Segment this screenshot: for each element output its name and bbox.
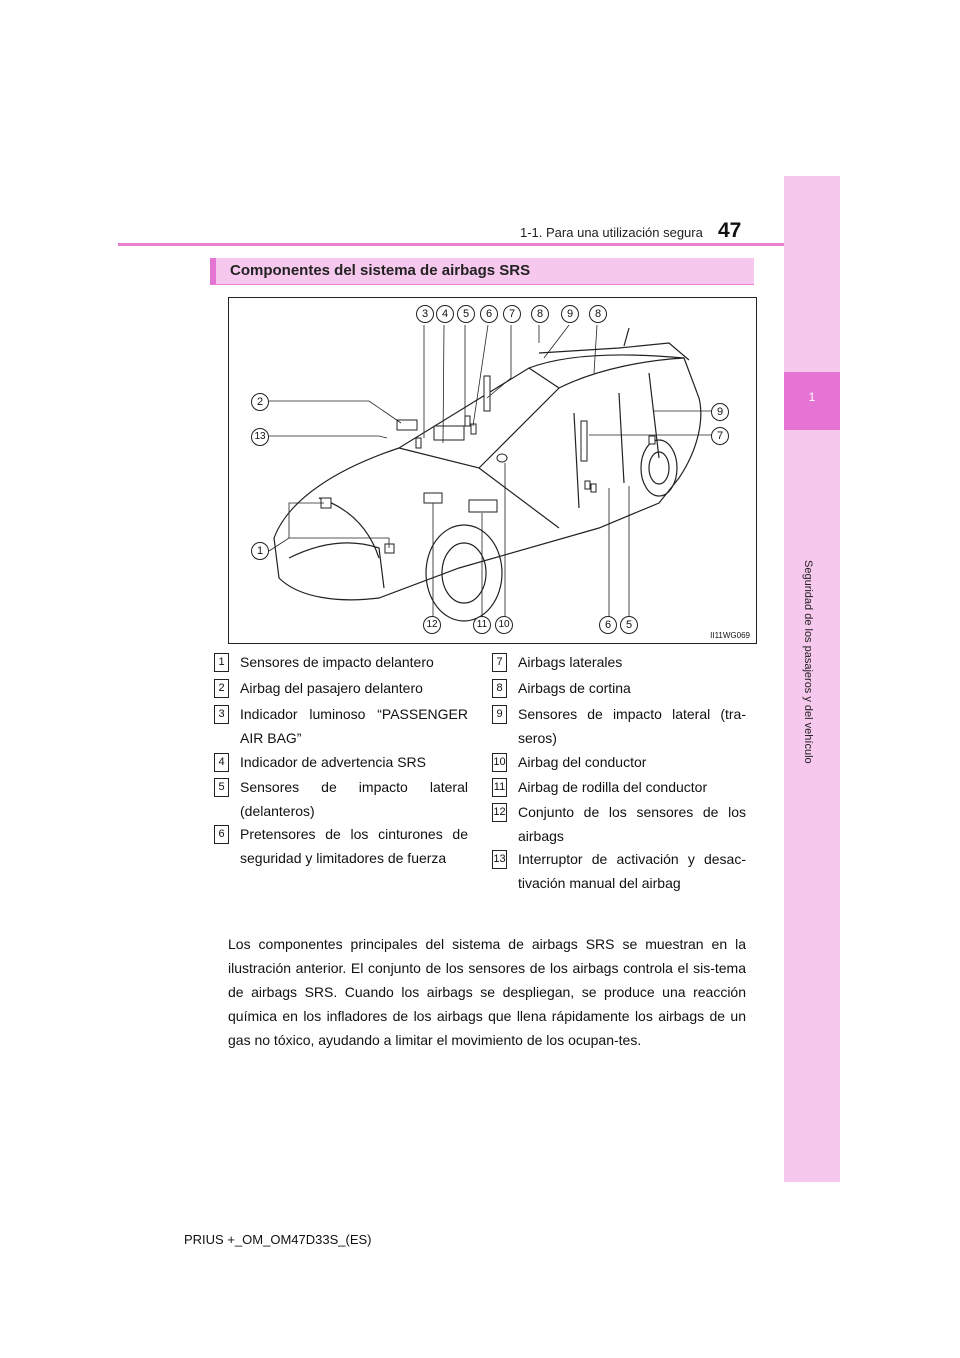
legend-item <box>492 847 752 895</box>
callout-5b: 5 <box>620 616 638 634</box>
legend-number: 2 <box>214 679 229 698</box>
figure-code: II11WG069 <box>710 631 750 640</box>
callout-12: 12 <box>423 616 441 634</box>
legend-item <box>214 775 474 823</box>
side-tab-chapter-number: 1 <box>808 390 816 404</box>
callout-13: 13 <box>251 428 269 446</box>
callout-2: 2 <box>251 393 269 411</box>
legend-item <box>492 775 752 799</box>
callout-5: 5 <box>457 305 475 323</box>
callout-9b: 9 <box>711 403 729 421</box>
legend-text: Airbag del pasajero delantero <box>240 680 423 696</box>
legend-number: 6 <box>214 825 229 844</box>
page-number: 47 <box>718 219 742 242</box>
car-illustration <box>229 298 756 643</box>
callout-3: 3 <box>416 305 434 323</box>
header-rule <box>118 243 784 246</box>
legend-number: 7 <box>492 653 507 672</box>
legend-number: 5 <box>214 778 229 797</box>
callout-4: 4 <box>436 305 454 323</box>
legend-text: Airbag del conductor <box>518 754 647 770</box>
legend-item <box>214 676 474 700</box>
legend-item <box>214 650 474 674</box>
legend-item <box>492 750 752 774</box>
legend-number: 8 <box>492 679 507 698</box>
legend-text: Conjunto de los sensores de los airbags <box>518 804 746 844</box>
callout-1: 1 <box>251 542 269 560</box>
legend-number: 10 <box>492 753 507 772</box>
legend-number: 9 <box>492 705 507 724</box>
legend-text: Indicador luminoso “PASSENGER AIR BAG” <box>240 706 468 746</box>
callout-10: 10 <box>495 616 513 634</box>
running-head: 1-1. Para una utilización segura <box>520 225 703 240</box>
legend-text: Airbag de rodilla del conductor <box>518 779 708 795</box>
callout-6: 6 <box>480 305 498 323</box>
callout-7b: 7 <box>711 427 729 445</box>
callout-8b: 8 <box>589 305 607 323</box>
legend-text: Indicador de advertencia SRS <box>240 754 426 770</box>
legend-text: Sensores de impacto lateral (tra-seros) <box>518 706 746 746</box>
legend-number: 3 <box>214 705 229 724</box>
legend-text: Airbags laterales <box>518 654 623 670</box>
callout-11: 11 <box>473 616 491 634</box>
callout-7: 7 <box>503 305 521 323</box>
legend-item <box>214 822 474 870</box>
legend-number: 11 <box>492 778 507 797</box>
legend-text: Pretensores de los cinturones de seguridad y limitadores de fuerza <box>240 826 468 866</box>
legend-text: Sensores de impacto lateral (delanteros) <box>240 779 468 819</box>
side-tab-chapter-title: Seguridad de los pasajeros y del vehículo <box>802 560 814 764</box>
callout-8: 8 <box>531 305 549 323</box>
callout-6b: 6 <box>599 616 617 634</box>
section-title: Componentes del sistema de airbags SRS <box>230 262 531 279</box>
legend-text: Interruptor de activación y desac-tivación manual del airbag <box>518 851 746 891</box>
legend-text: Sensores de impacto delantero <box>240 654 434 670</box>
legend-number: 13 <box>492 850 507 869</box>
section-heading <box>210 258 754 285</box>
legend-number: 4 <box>214 753 229 772</box>
footer-code: PRIUS +_OM_OM47D33S_(ES) <box>184 1232 372 1247</box>
airbag-components-figure <box>228 297 757 644</box>
legend-number: 1 <box>214 653 229 672</box>
body-paragraph: Los componentes principales del sistema de airbags SRS se muestran en la ilustración anterior. El conjunto de los sensores de los airbags controla el sis-tema de airbags SRS. Cuando los airbags se despliegan, se produce una reacción química en los infladores de los airbags que llena rápidamente los airbags de un gas no tóxico, ayudando a limitar el movimiento de los ocupan-tes. <box>228 936 746 1048</box>
legend-item <box>214 750 474 774</box>
legend-item <box>492 800 752 848</box>
legend-item <box>492 702 752 750</box>
legend-item <box>492 676 752 700</box>
callout-9: 9 <box>561 305 579 323</box>
legend-item <box>214 702 474 750</box>
legend-item <box>492 650 752 674</box>
legend-text: Airbags de cortina <box>518 680 631 696</box>
legend-number: 12 <box>492 803 507 822</box>
